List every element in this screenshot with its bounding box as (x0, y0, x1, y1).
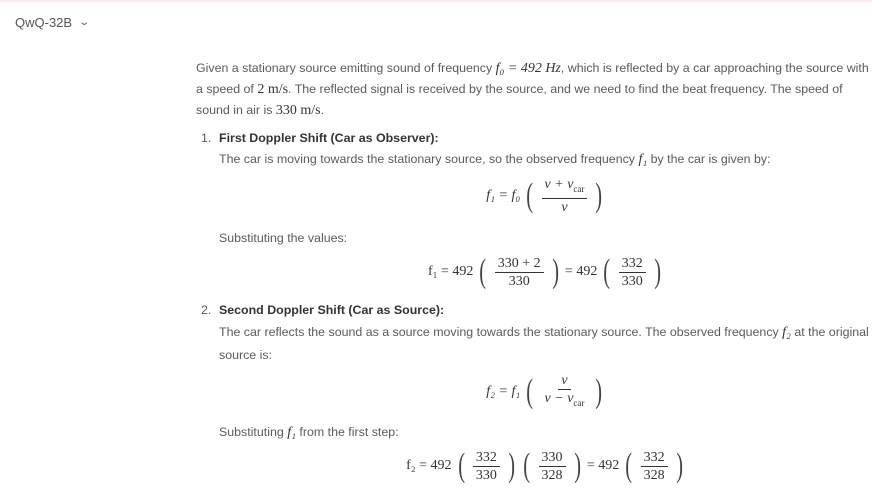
paren: ( (479, 253, 487, 291)
math: f₀ = 492 Hz (495, 61, 561, 76)
math: = 492 (564, 264, 598, 280)
step-text (219, 422, 872, 443)
math: car (573, 183, 585, 194)
math: f₂ = 492 (406, 458, 452, 474)
paren: ) (595, 176, 603, 214)
text: . The reflected signal is received by the source, and we need to find the beat frequency. The speed of sound in air is (196, 82, 843, 117)
math: car (573, 397, 585, 408)
paren: ) (573, 447, 581, 485)
text: Given a stationary source emitting sound of frequency (196, 61, 496, 75)
step-1 (196, 128, 872, 290)
math: 332 (619, 255, 646, 273)
math: 330 (539, 449, 566, 467)
math: v (558, 372, 570, 390)
fraction (619, 255, 646, 290)
model-name: QwQ-32B (15, 15, 73, 30)
math: 2 m/s (257, 82, 289, 97)
math: v (561, 199, 568, 215)
math: 330 + 2 (495, 255, 544, 273)
math: 332 (473, 449, 500, 467)
fraction (495, 255, 544, 290)
chevron-down-icon: ⌄ (78, 17, 91, 28)
step-2 (196, 300, 872, 484)
text: by the car is given by: (647, 152, 771, 166)
model-selector[interactable] (15, 15, 91, 30)
text: The car is moving towards the stationary source, so the observed frequency (219, 152, 639, 166)
fraction (539, 449, 566, 484)
math: f₁ = f₀ (486, 187, 521, 203)
text: , which is reflected by a car approaching the source with a speed of (196, 61, 869, 96)
paren: ( (526, 176, 534, 214)
paren: ) (653, 253, 661, 291)
paren: ( (457, 447, 465, 485)
step-title: Second Doppler Shift (Car as Source): (219, 302, 445, 317)
intro-paragraph (196, 58, 872, 121)
list-number: 1. (201, 131, 212, 145)
equation (219, 372, 872, 412)
paren: ( (526, 372, 534, 410)
text: . (320, 103, 325, 117)
math: f₁ (638, 152, 648, 167)
fraction (641, 449, 668, 484)
math: 330 m/s (275, 103, 321, 118)
step-text (219, 321, 872, 366)
math: 330 (508, 273, 530, 289)
math: 328 (643, 467, 665, 483)
step-title: First Doppler Shift (Car as Observer): (219, 131, 439, 145)
paren: ) (675, 447, 683, 485)
text: The car reflects the sound as a source moving towards the stationary source. The observed frequency (219, 324, 783, 339)
response-content (196, 58, 872, 490)
equation (219, 255, 872, 290)
math: 330 (475, 467, 497, 483)
paren: ( (523, 447, 531, 485)
paren: ( (603, 253, 611, 291)
fraction (542, 372, 588, 412)
math: = 492 (586, 458, 620, 474)
equation (219, 449, 872, 484)
fraction (473, 449, 500, 484)
list-number: 2. (201, 302, 212, 317)
step-text: Substituting the values: (219, 230, 348, 245)
equation (219, 176, 872, 216)
paren: ( (625, 447, 633, 485)
math: f₂ = f₁ (486, 383, 521, 399)
paren: ) (595, 372, 603, 410)
math: f₁ (287, 424, 296, 440)
math: f₁ = 492 (427, 264, 474, 280)
math: f₂ (782, 324, 791, 340)
math: v − v (544, 390, 574, 406)
paren: ) (508, 447, 515, 485)
math: 328 (541, 467, 563, 483)
math: 330 (621, 273, 643, 289)
paren: ) (551, 253, 559, 291)
step-text (219, 149, 872, 170)
text: Substituting (219, 424, 288, 439)
text: from the first step: (295, 424, 399, 439)
math: v + v (544, 177, 574, 192)
math: 332 (641, 449, 668, 467)
text: at the original source is: (219, 324, 869, 362)
fraction (542, 176, 588, 216)
